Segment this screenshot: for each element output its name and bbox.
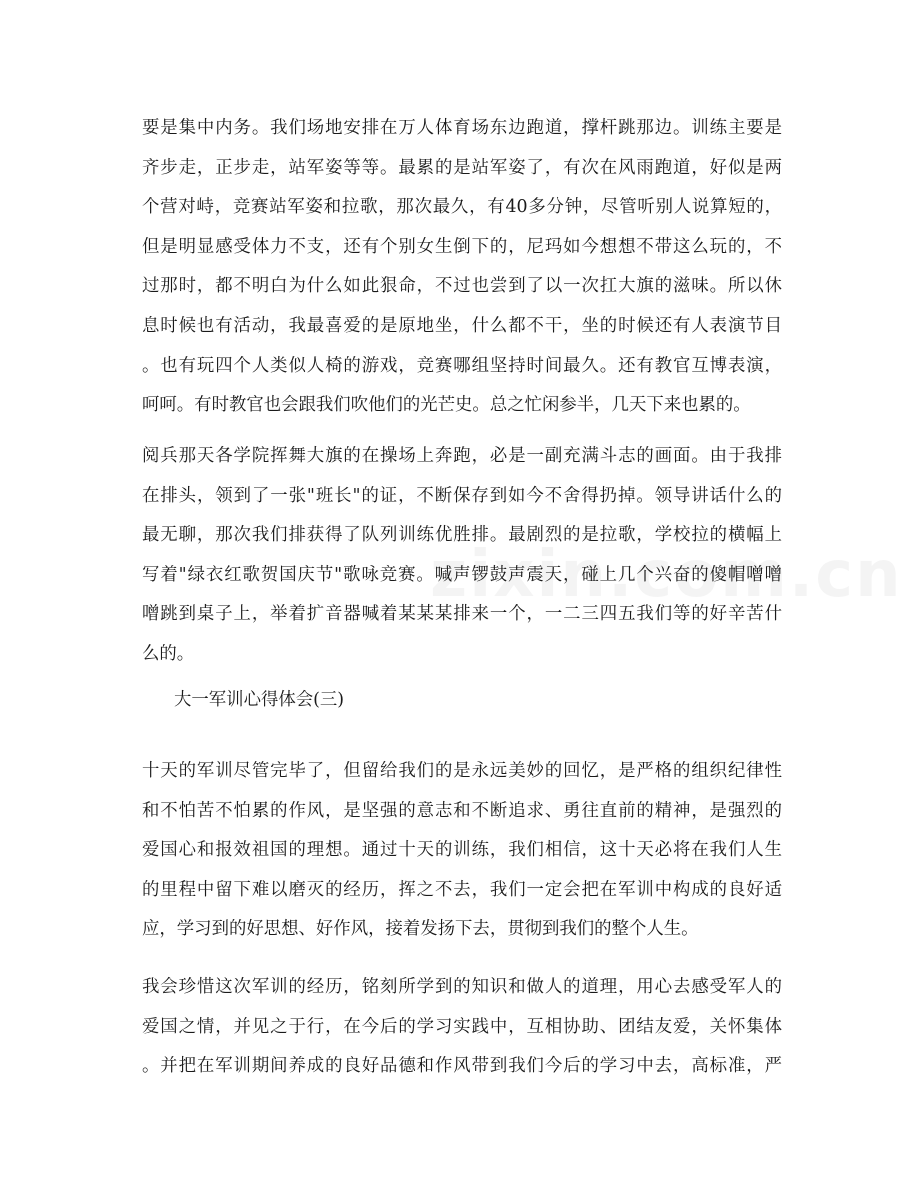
text-line: 息时候也有活动，我最喜爱的是原地坐，什么都不干，坐的时候还有人表演节目 xyxy=(142,315,782,336)
paragraph-3 xyxy=(142,752,782,950)
text-line: 齐步走，正步走，站军姿等等。最累的是站军姿了，有次在风雨跑道，好似是两 xyxy=(142,157,782,178)
text-line: 十天的军训尽管完毕了，但留给我们的是永远美妙的回忆，是严格的组织纪律性 xyxy=(142,761,782,781)
text-line: 我会珍惜这次军训的经历，铭刻所学到的知识和做人的道理，用心去感受军人的 xyxy=(142,977,782,997)
text-line: 最无聊，那次我们排获得了队列训练优胜排。最剧烈的是拉歌，学校拉的横幅上 xyxy=(142,525,782,546)
text-line: 和不怕苦不怕累的作风，是坚强的意志和不断追求、勇往直前的精神，是强烈的 xyxy=(142,800,782,821)
text-line: 呵呵。有时教官也会跟我们吹他们的光芒史。总之忙闲参半，几天下来也累的。 xyxy=(142,395,751,416)
text-line: 爱国心和报效祖国的理想。通过十天的训练，我们相信，这十天必将在我们人生 xyxy=(142,840,782,861)
text-line: 个营对峙，竞赛站军姿和拉歌，那次最久，有40多分钟，尽管听别人说算短的， xyxy=(142,197,782,218)
text-line: 过那时，都不明白为什么如此狠命，不过也尝到了以一次扛大旗的滋味。所以休 xyxy=(142,276,782,297)
paragraph-2 xyxy=(142,437,782,675)
text-line: 在排头，领到了一张"班长"的证，不断保存到如今不舍得扔掉。领导讲话什么的 xyxy=(142,485,782,506)
paragraph-4 xyxy=(142,968,782,1087)
text-line: 。也有玩四个人类似人椅的游戏，竞赛哪组坚持时间最久。还有教官互博表演， xyxy=(142,355,782,376)
text-line: 写着"绿衣红歌贺国庆节"歌咏竞赛。喊声锣鼓声震天，碰上几个兴奋的傻帽噌噌 xyxy=(142,564,782,585)
text-line: 要是集中内务。我们场地安排在万人体育场东边跑道，撑杆跳那边。训练主要是 xyxy=(142,118,782,138)
text-line: 么的。 xyxy=(142,643,195,664)
text-line: 噌跳到桌子上，举着扩音器喊着某某某排来一个，一二三四五我们等的好辛苦什 xyxy=(142,604,782,625)
text-line: 应，学习到的好思想、好作风，接着发扬下去，贯彻到我们的整个人生。 xyxy=(142,919,699,940)
text-line: 但是明显感受体力不支，还有个别女生倒下的，尼玛如今想想不带这么玩的，不 xyxy=(142,236,782,257)
text-line: 阅兵那天各学院挥舞大旗的在操场上奔跑，必是一副充满斗志的画面。由于我排 xyxy=(142,446,782,466)
section-heading: 大一军训心得体会(三) xyxy=(174,690,345,710)
text-line: 的里程中留下难以磨灭的经历，挥之不去，我们一定会把在军训中构成的良好适 xyxy=(142,879,782,900)
paragraph-1 xyxy=(142,109,782,426)
text-line: 。并把在军训期间养成的良好品德和作风带到我们今后的学习中去，高标准，严 xyxy=(142,1056,782,1077)
text-line: 爱国之情，并见之于行，在今后的学习实践中，互相协助、团结友爱，关怀集体 xyxy=(142,1016,782,1037)
